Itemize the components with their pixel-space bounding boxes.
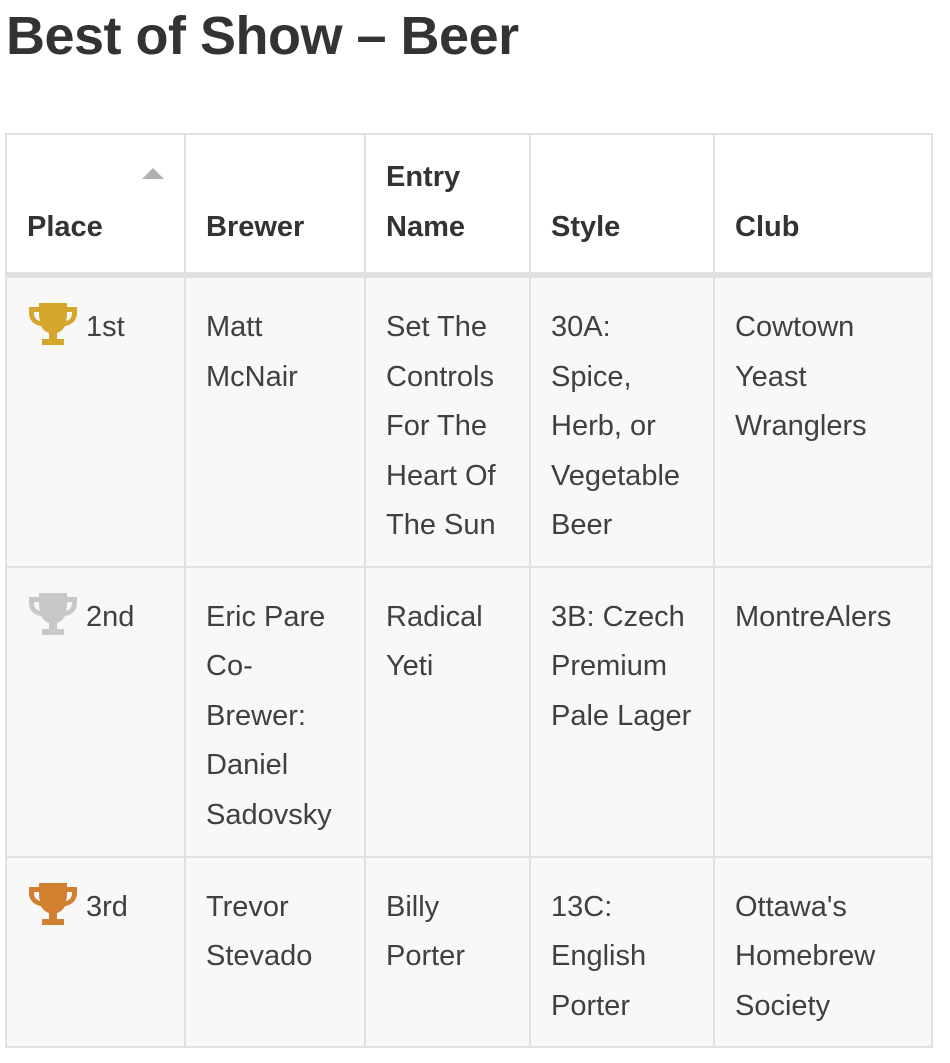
column-header-brewer[interactable] xyxy=(185,134,365,275)
table-row xyxy=(6,857,932,1048)
column-header-club-label: Club xyxy=(735,210,800,243)
brewer-cell: Trevor Stevado xyxy=(185,857,365,1048)
column-header-place-label: Place xyxy=(27,210,103,243)
column-header-style-label: Style xyxy=(551,210,621,243)
place-label: 1st xyxy=(86,311,125,343)
table-row xyxy=(6,567,932,857)
brewer-cell: Matt McNair xyxy=(185,275,365,567)
place-cell xyxy=(6,857,185,1048)
place-label: 2nd xyxy=(86,600,135,633)
column-header-entry-name[interactable] xyxy=(365,134,530,275)
trophy-silver-graphic xyxy=(27,591,79,639)
table-header xyxy=(6,134,932,275)
place-label: 3rd xyxy=(86,890,128,923)
trophy-bronze-graphic xyxy=(27,881,79,929)
column-header-style[interactable] xyxy=(530,134,714,275)
brewer-cell: Eric Pare Co-Brewer: Daniel Sadovsky xyxy=(185,567,365,857)
column-header-place[interactable] xyxy=(6,134,185,275)
trophy-icon xyxy=(27,881,79,929)
trophy-icon xyxy=(27,591,79,639)
results-table xyxy=(5,133,933,1048)
club-cell: MontreAlers xyxy=(714,567,932,857)
entry-name-cell: Radical Yeti xyxy=(365,567,530,857)
trophy-icon xyxy=(27,301,79,349)
club-cell: Cowtown Yeast Wranglers xyxy=(714,275,932,567)
table-row xyxy=(6,275,932,567)
sort-ascending-icon[interactable] xyxy=(142,168,164,179)
trophy-gold-graphic xyxy=(27,301,79,349)
place-cell xyxy=(6,275,185,567)
column-header-club[interactable] xyxy=(714,134,932,275)
style-cell: 30A: Spice, Herb, or Vegetable Beer xyxy=(530,275,714,567)
club-cell: Ottawa's Homebrew Society xyxy=(714,857,932,1048)
entry-name-cell: Set The Controls For The Heart Of The Sun xyxy=(365,275,530,567)
column-header-entry-name-label: Entry Name xyxy=(386,161,465,243)
header-row xyxy=(6,134,932,275)
table-body xyxy=(6,275,932,1047)
column-header-brewer-label: Brewer xyxy=(206,210,305,243)
place-cell xyxy=(6,567,185,857)
page-title: Best of Show – Beer xyxy=(6,6,519,66)
style-cell: 3B: Czech Premium Pale Lager xyxy=(530,567,714,857)
entry-name-cell: Billy Porter xyxy=(365,857,530,1048)
style-cell: 13C: English Porter xyxy=(530,857,714,1048)
